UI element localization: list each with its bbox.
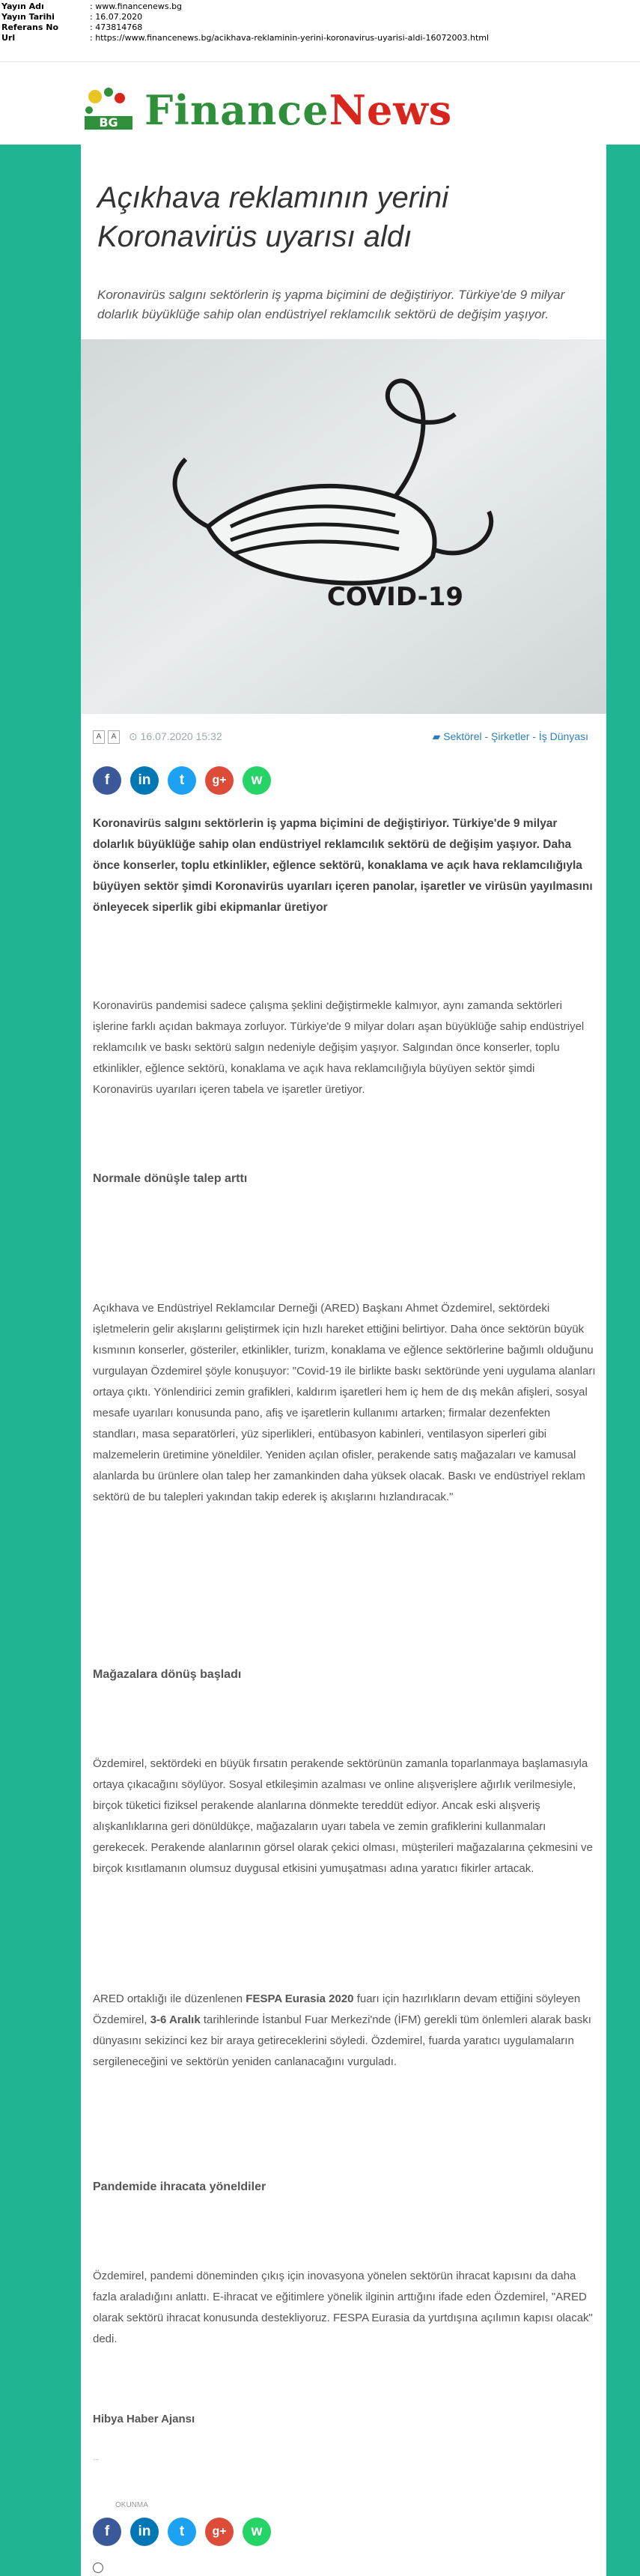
article-source: Hibya Haber Ajansı [93,2413,195,2425]
article-paragraph-5: Özdemirel, pandemi döneminden çıkış için inovasyona yönelen sektörün ihracat kapısını da daha fazla araladığını anlattı. E-ihracat ve eğitimlere yönelik ilginin arttığını ifade eden Özdemirel, "ARED olarak sektörü ihracat konusunda destekliyoruz. FESPA Eurasia da yurtdışına açılımın kapısı olacak" dedi. [93,2270,593,2345]
linkedin-share-button[interactable]: in [130,766,159,795]
whatsapp-share-button[interactable]: w [243,2518,271,2546]
p4-text-e: tarihlerinde İstanbul Fuar Merkezi'nde (İFM) gerekli tüm önlemleri alarak baskı dünyasını sekizinci kez bir araya getireceklerini söyledi. Özdemirel, fuarda yaratıcı uygulamaların sergileneceğini ve sektörün yeniden canlanacağını vurguladı. [93,2013,591,2068]
meta-value: : www.financenews.bg [90,1,183,11]
meta-row-url [1,33,489,43]
logo-word-news: News [329,86,453,134]
p4-text-c: fuarı için hazırlıkların devam ettiğini söyleyen Özdemirel, [93,1992,581,2026]
meta-key: Url [1,33,16,43]
twitter-share-button[interactable]: t [168,2518,196,2546]
folder-icon: ▰ [432,730,444,742]
publish-date-text: 16.07.2020 15:32 [140,730,222,742]
bg-logo-icon [79,83,138,136]
category-link-sektorel[interactable]: Sektörel [443,730,482,742]
google-share-button[interactable]: g+ [205,2518,234,2546]
facebook-share-button[interactable]: f [93,2518,121,2546]
meta-row-publication [1,1,182,12]
hero-covid-text: COVID-19 [326,582,464,612]
metadata-header [0,0,640,60]
meta-value: : https://www.financenews.bg/acikhava-reklaminin-yerini-koronavirus-uyarisi-aldi-16072003.html [90,33,490,43]
meta-value: : 473814768 [90,22,143,32]
category-separator: - [481,730,492,742]
article-paragraph-1: Koronavirüs pandemisi sadece çalışma şeklini değiştirmekle kalmıyor, aynı zamanda sektörleri işlerine farklı açıdan bakmaya zorluyor. Türkiye'de 9 milyar doları aşan büyüklüğe sahip endüstriyel reklamcılık ve baskı sektörü salgın nedeniyle değişim yaşıyor. Salgından önce konserler, toplu etkinlikler, eğlence sektörü, konaklama ve açık hava reklamcılığıyla büyüyen sektör şimdi Koronavirüs uyarıları içeren tabela ve işaretler üretiyor. [93,999,585,1096]
covid-mask-graffiti-image [81,339,606,714]
meta-value: : 16.07.2020 [90,12,143,22]
article-paragraph-3: Özdemirel, sektördeki en büyük fırsatın perakende sektörünün zamanla toparlanmaya başlamasıyla ortaya çıkacağını söylüyor. Sosyal etkileşimin azalması ve online alışverişlere ağırlık verilmesiyle, birçok tüketici fiziksel perakende alanlarına dönmekte tereddüt ediyor. Ancak eski alışveriş alışkanlıklarına geri dönüldükçe, mağazaların uyarı tabela ve zemin grafiklerini kullanmaları gerekecek. Perakende alanlarının görsel olarak çekici olması, müşterileri mağazalarına çekmesini ve birçok kısıtlamanın olumsuz duygusal etkisini yumuşatması adına yaratıcı fikirler artacak. [93,1757,593,1875]
meta-key: Yayın Tarihi [1,12,55,22]
meta-key: Yayın Adı [1,1,44,11]
category-links [433,730,588,743]
p4-text-a: ARED ortaklığı ile düzenlenen [93,1992,246,2005]
right-sidebar-band [606,145,640,2576]
meta-key: Referans No [1,22,58,32]
article-container [81,145,606,2576]
p4-fair-dates: 3-6 Aralık [150,2013,201,2026]
article-paragraph-4 [93,1989,596,2073]
linkedin-share-button[interactable]: in [130,2518,159,2546]
ellipsis-text: ... [93,2454,100,2462]
article-title: Açıkhava reklamının yerini Koronavirüs uyarısı aldı [97,181,449,253]
meta-row-date [1,12,142,22]
left-sidebar-band [0,145,81,2576]
category-link-sirketler[interactable]: Şirketler [491,730,530,742]
category-separator: - [529,730,539,742]
font-increase-button[interactable]: A [108,730,120,744]
category-link-is-dunyasi[interactable]: İş Dünyası [538,730,588,742]
article-summary: Koronavirüs salgını sektörlerin iş yapma biçimini de değiştiriyor. Türkiye'de 9 milyar dolarlık büyüklüğe sahip olan endüstriyel reklamcılık sektörü de değişim yaşıyor. Daha önce konserler, toplu etkinlikler, eğlence sektörü, konaklama ve açık hava reklamcılığıyla büyüyen sektör şimdi Koronavirüs uyarıları içeren panolar, işaretler ve virüsün yayılmasını önleyecek siperlik gibi ekipmanlar üretiyor [93,817,593,914]
reads-label: OKUNMA [115,2501,148,2509]
article-hero-image [81,339,606,714]
article-paragraph-2: Açıkhava ve Endüstriyel Reklamcılar Derneği (ARED) Başkanı Ahmet Özdemirel, sektördeki işletmelerin gelir akışlarını geliştirmek için hızlı hareket ettiğini belirtiyor. Daha önce sektörün büyük kısmının konserler, gösteriler, etkinlikler, turizm, konaklama ve eğlence sektörlerine bağımlı olduğunu vurgulayan Özdemirel şöyle konuşuyor: "Covid-19 ile birlikte baskı sektöründe yeni uygulama alanları ortaya çıktı. Yönlendirici zemin grafikleri, kaldırım işaretleri hem iç hem de dış mekân afişleri, sosyal mesafe uyarıları konusunda pano, afiş ve işaretlerin kullanımı artarken; firmalar dezenfekten standları, masa separatörleri, yüz siperlikleri, entübasyon kabinleri, ventilasyon siperleri gibi malzemelerin üretimine yöneldiler. Yeniden açılan ofisler, perakende satış mağazaları ve kamusal alanlarda bu ürünlere olan talep her zamankinden daha yüksek olacak. Baskı ve endüstriyel reklam sektörü de bu talepleri yakından takip ederek iş akışlarını hızlandıracak." [93,1302,596,1503]
facebook-share-button[interactable]: f [93,766,121,795]
publish-date [129,730,222,743]
logo-wordmark [144,86,452,134]
subheading-2: Mağazalara dönüş başladı [93,1668,242,1681]
article-info-bar [93,727,594,748]
meta-row-reference [1,22,142,33]
p4-fair-name: FESPA Eurasia 2020 [246,1992,354,2005]
google-share-button[interactable]: g+ [205,766,234,795]
twitter-share-button[interactable]: t [168,766,196,795]
logo-bg-letters: BG [99,115,118,130]
financenews-logo[interactable] [79,83,513,136]
article-lead: Koronavirüs salgını sektörlerin iş yapma biçimini de değiştiriyor. Türkiye'de 9 milyar dolarlık büyüklüğe sahip olan endüstriyel reklamcılık sektörü de değişim yaşıyor. [97,288,565,321]
subheading-3: Pandemide ihracata yöneldiler [93,2180,266,2193]
subheading-1: Normale dönüşle talep arttı [93,1172,248,1185]
logo-word-finance: Finance [144,86,329,134]
clock-icon [93,2563,103,2573]
clock-icon: ⊙ [129,730,141,742]
font-decrease-button[interactable]: A [93,730,105,744]
site-header [0,61,640,145]
whatsapp-share-button[interactable]: w [243,766,271,795]
